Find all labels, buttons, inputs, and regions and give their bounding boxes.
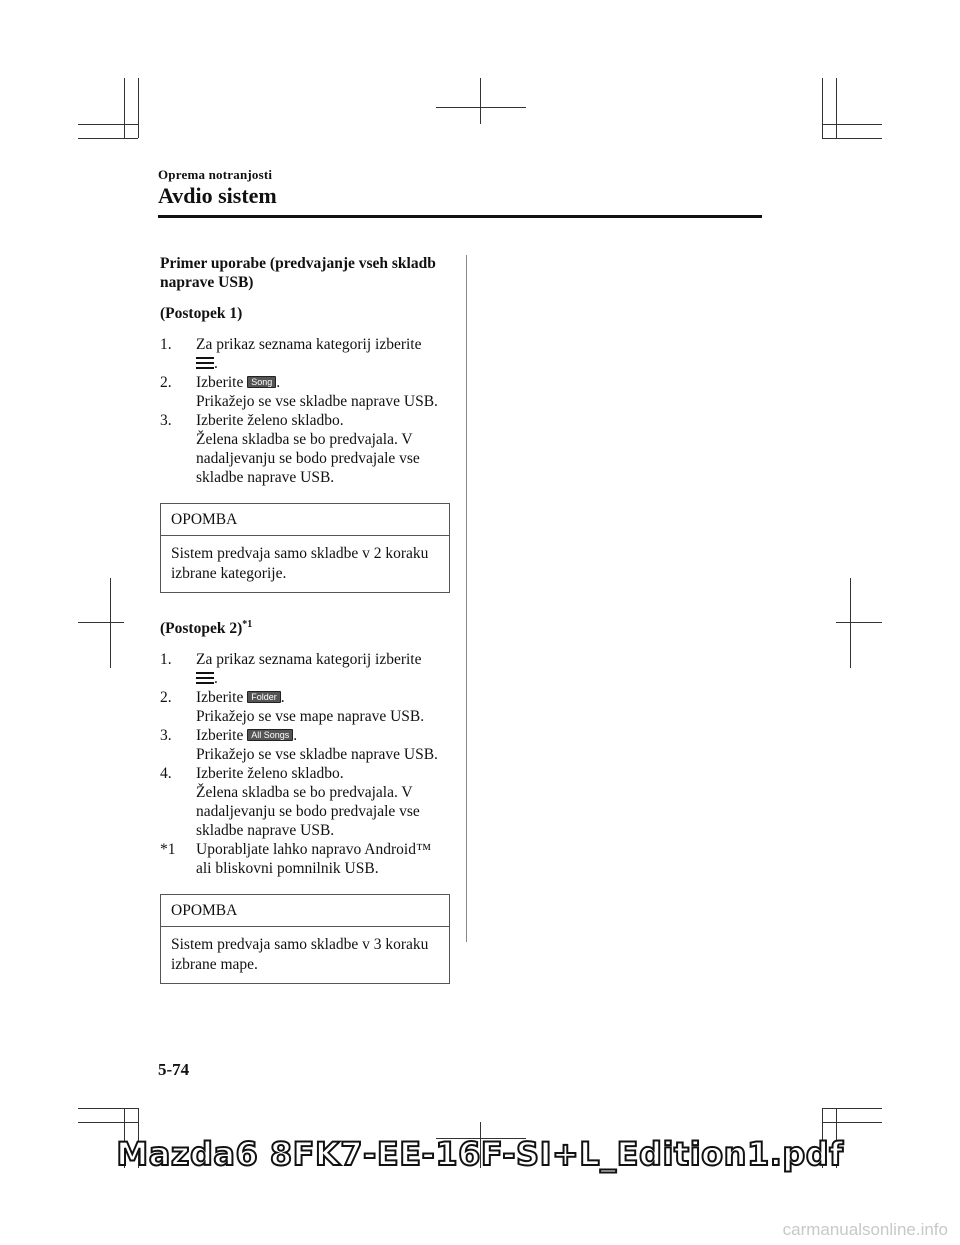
crop-mark: [78, 138, 138, 139]
crop-mark: [110, 578, 111, 668]
procedure-2-steps: [160, 650, 450, 878]
step-end: .: [280, 689, 285, 707]
note-title: OPOMBA: [161, 895, 449, 927]
crop-mark: [822, 1108, 882, 1109]
step-1: [160, 650, 450, 688]
note-body: Sistem predvaja samo skladbe v 2 koraku izbrane kategorije.: [171, 545, 429, 582]
page-number: 5-74: [158, 1060, 190, 1079]
note-title: OPOMBA: [161, 504, 449, 536]
step-description: Želena skladba se bo predvajala. V nadaljevanju se bodo predvajale vse skladbe naprave USB.: [196, 784, 420, 840]
step-number: 2.: [160, 689, 172, 707]
footnote: [160, 840, 450, 878]
note-body: Sistem predvaja samo skladbe v 3 koraku izbrane mape.: [171, 936, 429, 974]
page-title: Avdio sistem: [158, 183, 277, 208]
pdf-filename-watermark: Mazda6 8FK7-EE-16F-SI+L_Edition1.pdf: [116, 1135, 844, 1173]
step-description: Želena skladba se bo predvajala. V nadaljevanju se bodo predvajale vse skladbe naprave USB.: [196, 431, 420, 486]
step-end: .: [276, 374, 281, 391]
crop-mark: [836, 78, 837, 138]
crop-mark: [822, 124, 882, 125]
site-watermark: carmanualsonline.info: [782, 1220, 948, 1239]
step-end: .: [214, 670, 218, 688]
folder-button: Folder: [247, 691, 281, 703]
footnote-text: Uporabljate lahko napravo Android™ ali bliskovni pomnilnik USB.: [196, 841, 432, 878]
step-description: Prikažejo se vse mape naprave USB.: [196, 708, 425, 726]
procedure-2-title: [160, 615, 450, 638]
step-description: Prikažejo se vse skladbe naprave USB.: [196, 393, 438, 410]
all-songs-button: All Songs: [247, 729, 293, 741]
step-description: Prikažejo se vse skladbe naprave USB.: [196, 746, 438, 764]
crop-mark: [78, 622, 124, 623]
crop-mark: [822, 78, 823, 138]
section-label: Oprema notranjosti: [158, 167, 273, 182]
section-heading: Primer uporabe (predvajanje vseh skladb naprave USB): [160, 255, 436, 291]
crop-mark: [822, 138, 882, 139]
procedure-2-title-text: (Postopek 2): [160, 620, 243, 638]
step-number: 1.: [160, 336, 172, 353]
crop-mark: [822, 1122, 882, 1123]
step-end: .: [293, 727, 298, 745]
header-rule: [158, 215, 762, 218]
crop-mark: [480, 78, 481, 124]
step-text: Izberite: [196, 689, 244, 707]
step-2: [160, 373, 450, 392]
crop-mark: [124, 78, 125, 138]
step-3: [160, 411, 450, 430]
footnote-ref: *1: [242, 619, 253, 630]
crop-mark: [138, 78, 139, 138]
crop-mark: [78, 124, 138, 125]
step-number: 1.: [160, 651, 172, 669]
list-icon: [196, 357, 214, 369]
crop-mark: [78, 1108, 138, 1109]
step-number: 3.: [160, 412, 172, 429]
footnote-marker: *1: [160, 841, 176, 859]
crop-mark: [436, 107, 526, 108]
crop-mark: [836, 622, 882, 623]
crop-mark: [850, 578, 851, 668]
song-button: Song: [247, 376, 276, 388]
procedure-1-title: (Postopek 1): [160, 305, 243, 322]
step-3: [160, 726, 450, 745]
step-number: 4.: [160, 765, 172, 783]
step-text: Za prikaz seznama kategorij izberite: [196, 336, 422, 353]
step-text: Izberite: [196, 727, 244, 745]
step-number: 2.: [160, 374, 172, 391]
content-column: [160, 254, 450, 984]
step-text: Izberite: [196, 374, 244, 391]
step-end: .: [214, 355, 218, 372]
step-number: 3.: [160, 727, 172, 745]
step-text: Izberite želeno skladbo.: [196, 412, 344, 429]
note-box: [160, 503, 450, 593]
step-2: [160, 688, 450, 707]
crop-mark: [78, 1122, 138, 1123]
column-divider: [466, 255, 467, 942]
step-text: Izberite želeno skladbo.: [196, 765, 344, 783]
list-icon: [196, 672, 214, 684]
step-text: Za prikaz seznama kategorij izberite: [196, 651, 422, 669]
procedure-1-steps: [160, 335, 450, 487]
step-4: [160, 764, 450, 783]
note-box: [160, 894, 450, 984]
step-1: [160, 335, 450, 373]
